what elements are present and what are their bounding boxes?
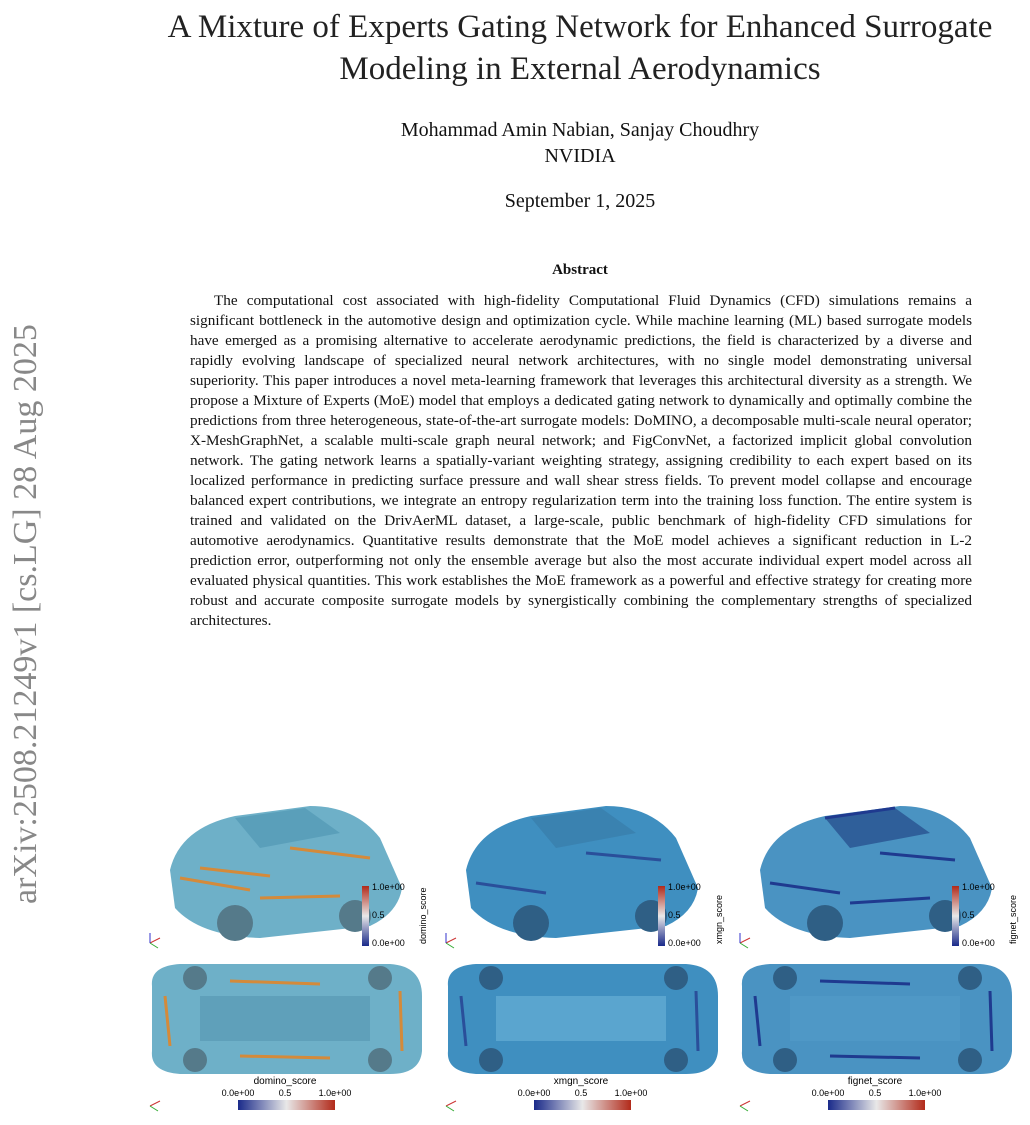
axis-triad (740, 938, 750, 943)
colorbar-min: 0.0e+00 (668, 938, 701, 948)
axis-triad (740, 1106, 748, 1111)
colorbar-min: 0.0e+00 (962, 938, 995, 948)
car-wheel (368, 966, 392, 990)
car-wheel (183, 1048, 207, 1072)
car-wheel (217, 905, 253, 941)
car-wheel (773, 966, 797, 990)
axis-triad (446, 943, 454, 948)
colorbar-label: xmgn_score (553, 1076, 609, 1087)
colorbar-mid: 0.5 (278, 1088, 292, 1098)
car-wheel (183, 966, 207, 990)
colorbar (952, 886, 959, 946)
underbody-panel (496, 996, 666, 1041)
axis-triad (446, 938, 456, 943)
colorbar-label: fignet_score (847, 1076, 903, 1087)
panel-bottom-fignet (730, 956, 1020, 1116)
axis-triad (150, 938, 160, 943)
colorbar (238, 1100, 335, 1110)
car-wheel (807, 905, 843, 941)
colorbar-mid: 0.5 (962, 910, 975, 920)
panel-top-fignet (730, 778, 1020, 950)
car-wheel (664, 1048, 688, 1072)
author-block (120, 117, 1030, 169)
colorbar-min: 0.0e+00 (372, 938, 405, 948)
colorbar (828, 1100, 925, 1110)
axis-triad (740, 943, 748, 948)
paper-title (120, 6, 1030, 90)
car-wheel (773, 1048, 797, 1072)
axis-triad (740, 1101, 750, 1106)
underbody-panel (790, 996, 960, 1041)
panel-top-xmgn (436, 778, 726, 950)
colorbar-min: 0.0e+00 (811, 1088, 845, 1098)
colorbar-max: 1.0e+00 (908, 1088, 942, 1098)
colorbar-mid: 0.5 (668, 910, 681, 920)
author-names: Mohammad Amin Nabian, Sanjay Choudhry (400, 119, 760, 141)
underbody-panel (200, 996, 370, 1041)
axis-triad (150, 943, 158, 948)
colorbar-max: 1.0e+00 (372, 882, 405, 892)
colorbar-mid: 0.5 (868, 1088, 882, 1098)
expert-score-figure (140, 778, 1020, 1118)
colorbar-max: 1.0e+00 (668, 882, 701, 892)
axis-triad (150, 1101, 160, 1106)
colorbar-min: 0.0e+00 (221, 1088, 255, 1098)
colorbar-label: domino_score (253, 1076, 317, 1087)
paper-date: September 1, 2025 (504, 190, 656, 212)
car-wheel (368, 1048, 392, 1072)
colorbar-label: fignet_score (1008, 894, 1018, 944)
title-line-1: A Mixture of Experts Gating Network for Enhanced Surrogate (167, 9, 993, 45)
colorbar (534, 1100, 631, 1110)
abstract-heading: Abstract (552, 262, 608, 278)
colorbar (362, 886, 369, 946)
car-wheel (958, 1048, 982, 1072)
panel-top-domino (140, 778, 430, 950)
car-wheel (479, 1048, 503, 1072)
car-wheel (664, 966, 688, 990)
colorbar-mid: 0.5 (574, 1088, 588, 1098)
panel-bottom-domino (140, 956, 430, 1116)
axis-triad (446, 1101, 456, 1106)
car-wheel (958, 966, 982, 990)
colorbar-label: xmgn_score (714, 894, 724, 944)
panel-bottom-xmgn (436, 956, 726, 1116)
title-line-2: Modeling in External Aerodynamics (339, 51, 821, 87)
axis-triad (150, 1106, 158, 1111)
colorbar-label: domino_score (418, 887, 428, 944)
affiliation: NVIDIA (544, 145, 616, 167)
abstract-text: The computational cost associated with high-fidelity Computational Fluid Dynamics (CFD) simulations remains a significant bottleneck in the automotive design and optimization cycle. While machine learning (ML) based surrogate models have emerged as a promising alternative to accelerate aerodynamic predictions, the field is characterized by a diverse and rapidly evolving landscape of specialized neural network architectures, with no single model demonstrating universal superiority. This paper introduces a novel meta-learning framework that leverages this architectural diversity as a strength. We propose a Mixture of Experts (MoE) model that employs a dedicated gating network to dynamically and optimally combine the predictions from three heterogeneous, state-of-the-art surrogate models: DoMINO, a decomposable multi-scale neural operator; X-MeshGraphNet, a scalable multi-scale graph neural network; and FigConvNet, a factorized implicit global convolution network. The gating network learns a spatially-variant weighting strategy, assigning credibility to each expert based on its localized performance in predicting surface pressure and wall shear stress fields. To prevent model collapse and encourage balanced expert contributions, we integrate an entropy regularization term into the training loss function. The entire system is trained and validated on the DrivAerML dataset, a large-scale, public benchmark of high-fidelity CFD simulations for automotive aerodynamics. Quantitative results demonstrate that the MoE model achieves a significant reduction in L-2 prediction error, outperforming not only the ensemble average but also the most accurate individual expert model across all evaluated physical quantities. This work establishes the MoE framework as a powerful and effective strategy for creating more robust and accurate composite surrogate models by synergistically combining the complementary strengths of specialized architectures. (190, 292, 972, 629)
colorbar-max: 1.0e+00 (962, 882, 995, 892)
colorbar-max: 1.0e+00 (614, 1088, 648, 1098)
car-wheel (479, 966, 503, 990)
colorbar-min: 0.0e+00 (517, 1088, 551, 1098)
colorbar (658, 886, 665, 946)
arxiv-identifier-stamp (0, 248, 44, 908)
car-wheel (513, 905, 549, 941)
colorbar-max: 1.0e+00 (318, 1088, 352, 1098)
colorbar-mid: 0.5 (372, 910, 385, 920)
arxiv-id-text: arXiv:2508.21249v1 [cs.LG] 28 Aug 2025 (7, 324, 44, 904)
axis-triad (446, 1106, 454, 1111)
